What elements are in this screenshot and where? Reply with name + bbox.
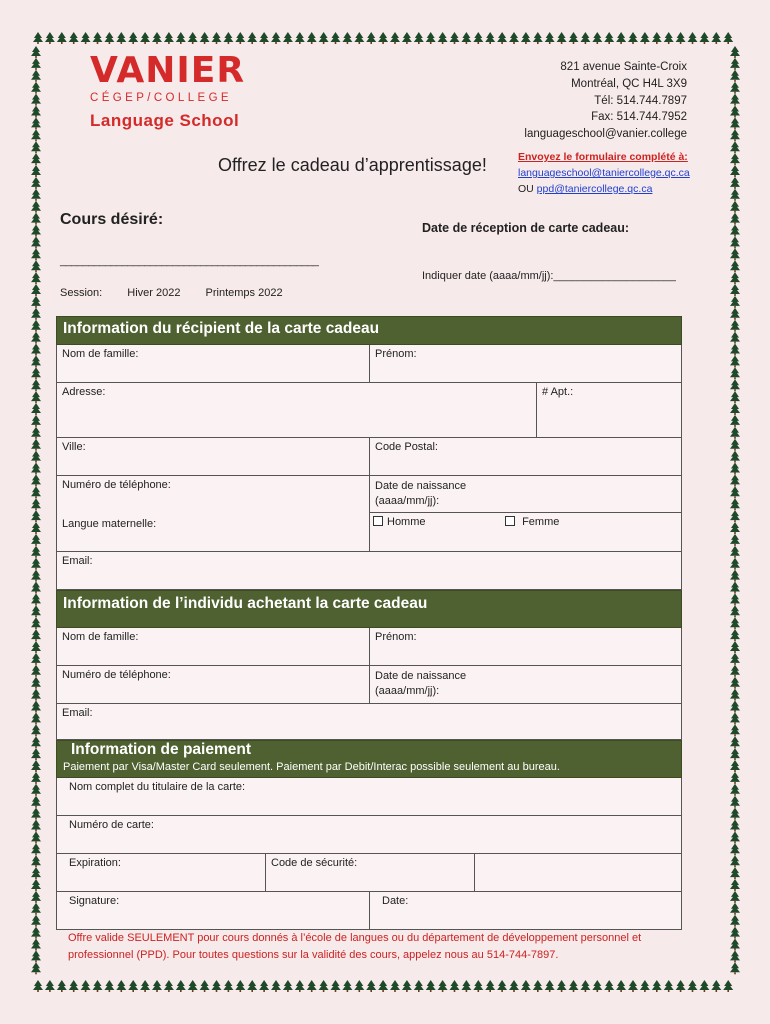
tree-icon [283, 980, 293, 992]
tree-icon [730, 617, 740, 629]
tree-icon [366, 980, 376, 992]
tree-icon [331, 32, 341, 44]
tree-icon [69, 980, 79, 992]
tree-icon [140, 980, 150, 992]
tree-icon [730, 379, 740, 391]
recipient-adresse-field[interactable]: Adresse: [57, 383, 537, 437]
tree-icon [319, 980, 329, 992]
tree-icon [152, 980, 162, 992]
tree-icon [730, 189, 740, 201]
tree-icon [730, 867, 740, 879]
buyer-section [56, 590, 682, 740]
homme-checkbox[interactable] [373, 516, 383, 526]
tree-icon [331, 980, 341, 992]
tree-icon [128, 32, 138, 44]
tree-icon [509, 32, 519, 44]
buyer-nom-field[interactable]: Nom de famille: [57, 628, 370, 665]
buyer-row-name [56, 628, 682, 666]
recipient-gender-row [370, 513, 681, 531]
tree-icon [723, 32, 733, 44]
tree-icon [730, 320, 740, 332]
recipient-row-city [56, 438, 682, 476]
tree-icon [461, 980, 471, 992]
tree-icon [730, 165, 740, 177]
tree-icon [730, 344, 740, 356]
tree-icon [259, 980, 269, 992]
tree-icon [307, 32, 317, 44]
recipient-nom-field[interactable]: Nom de famille: [57, 345, 370, 382]
tree-icon [730, 296, 740, 308]
tree-icon [730, 141, 740, 153]
tree-icon [730, 58, 740, 70]
tree-icon [354, 32, 364, 44]
tree-icon [730, 94, 740, 106]
signature-field[interactable]: Signature: [57, 892, 370, 929]
tree-icon [730, 903, 740, 915]
tree-icon [342, 32, 352, 44]
card-holder-field[interactable]: Nom complet du titulaire de la carte: [69, 781, 246, 793]
tree-icon [473, 32, 483, 44]
tree-icon [223, 32, 233, 44]
tree-icon [295, 980, 305, 992]
tree-icon [730, 701, 740, 713]
tree-icon [730, 629, 740, 641]
reception-date-label: Date de réception de carte cadeau: [422, 221, 630, 235]
expiration-field[interactable]: Expiration: [57, 854, 266, 891]
card-number-field[interactable]: Numéro de carte: [69, 819, 154, 831]
send-or: OU [518, 183, 534, 195]
recipient-row-name [56, 345, 682, 383]
tree-icon [295, 32, 305, 44]
tree-icon [378, 980, 388, 992]
tree-icon [711, 32, 721, 44]
tree-icon [521, 980, 531, 992]
cours-label: Cours désiré: [60, 211, 164, 228]
tree-icon [473, 980, 483, 992]
buyer-prenom-field[interactable]: Prénom: [375, 631, 417, 643]
tree-icon [730, 213, 740, 225]
cours-input-line[interactable]: ______________________________________________ [60, 255, 319, 267]
tree-icon [81, 32, 91, 44]
tree-icon [676, 32, 686, 44]
tree-icon [664, 32, 674, 44]
tree-icon [730, 272, 740, 284]
recipient-dob-field[interactable] [370, 476, 681, 513]
tree-icon [730, 593, 740, 605]
tree-icon [628, 980, 638, 992]
payment-row-signature [56, 892, 682, 930]
tree-icon [188, 980, 198, 992]
tree-icon [730, 665, 740, 677]
session-option-hiver[interactable]: Hiver 2022 [127, 287, 181, 299]
tree-icon [730, 308, 740, 320]
tree-icon [730, 939, 740, 951]
tree-icon [342, 980, 352, 992]
reception-date-input[interactable]: Indiquer date (aaaa/mm/jj):____________________ [422, 270, 676, 282]
tree-icon [116, 32, 126, 44]
tree-icon [557, 980, 567, 992]
tree-icon [378, 32, 388, 44]
recipient-section [56, 316, 682, 590]
tree-icon [730, 225, 740, 237]
send-email-link-2[interactable]: ppd@taniercollege.qc.ca [536, 183, 653, 195]
tree-icon [81, 980, 91, 992]
tree-icon [730, 522, 740, 534]
tree-icon [152, 32, 162, 44]
buyer-dob-format: (aaaa/mm/jj): [375, 685, 440, 697]
payment-row-expiration [56, 854, 682, 892]
tree-icon [730, 46, 740, 58]
tree-icon [354, 980, 364, 992]
tree-icon [699, 980, 709, 992]
tree-icon [652, 32, 662, 44]
tree-icon [699, 32, 709, 44]
tree-icon [730, 463, 740, 475]
buyer-section-title: Information de l’individu achetant la carte cadeau [56, 590, 682, 628]
tree-icon [730, 415, 740, 427]
tree-icon [580, 32, 590, 44]
payment-section-title: Information de paiement [71, 741, 251, 758]
tree-icon [438, 980, 448, 992]
tree-icon [664, 980, 674, 992]
recipient-email-field[interactable]: Email: [62, 555, 93, 567]
tree-icon [730, 915, 740, 927]
logo-subtitle: CÉGEP/COLLEGE [90, 92, 232, 104]
tree-icon [235, 32, 245, 44]
tree-icon [319, 32, 329, 44]
session-option-printemps[interactable]: Printemps 2022 [205, 287, 283, 299]
tree-icon [730, 367, 740, 379]
tree-icon [212, 32, 222, 44]
recipient-dob-cell [370, 476, 681, 551]
tree-icon [730, 689, 740, 701]
tree-icon [730, 950, 740, 962]
tree-icon [730, 605, 740, 617]
recipient-row-email [56, 552, 682, 590]
recipient-tel-field[interactable]: Numéro de téléphone: [62, 479, 171, 491]
tree-icon [730, 177, 740, 189]
tree-icon [57, 980, 67, 992]
tree-icon [730, 439, 740, 451]
tree-icon [128, 980, 138, 992]
tree-icon [259, 32, 269, 44]
tree-icon [730, 451, 740, 463]
tree-icon [533, 980, 543, 992]
payment-section [56, 740, 682, 930]
payment-row-card [56, 816, 682, 854]
tree-icon [730, 582, 740, 594]
tree-icon [730, 427, 740, 439]
tree-icon [450, 32, 460, 44]
gender-femme-option[interactable] [505, 516, 559, 528]
tree-icon [730, 117, 740, 129]
tree-icon [402, 980, 412, 992]
tree-icon [730, 486, 740, 498]
tree-icon [545, 32, 555, 44]
recipient-row-address [56, 383, 682, 438]
tree-icon [730, 677, 740, 689]
security-code-field[interactable]: Code de sécurité: [266, 854, 475, 891]
tree-icon [164, 32, 174, 44]
tree-icon [723, 980, 733, 992]
validity-note: Offre valide SEULEMENT pour cours donnés à l’école de langues ou du département de développement personnel et professionnel (PPD). Pour toutes questions sur la validité des cours, appelez nous au 514-744-7897. [68, 932, 642, 961]
tree-icon [730, 891, 740, 903]
recipient-section-title: Information du récipient de la carte cadeau [56, 316, 682, 345]
tree-icon [676, 980, 686, 992]
payment-note: Paiement par Visa/Master Card seulement. Paiement par Debit/Interac possible seulement au bureau. [63, 761, 560, 773]
address-tel: Tél: 514.744.7897 [594, 94, 687, 107]
tree-icon [485, 32, 495, 44]
tree-icon [652, 980, 662, 992]
tree-icon [730, 772, 740, 784]
tree-icon [604, 980, 614, 992]
tree-icon [730, 820, 740, 832]
tree-icon [200, 32, 210, 44]
tree-icon [497, 32, 507, 44]
tree-icon [730, 546, 740, 558]
tree-icon [604, 32, 614, 44]
tree-icon [497, 980, 507, 992]
tree-icon [580, 980, 590, 992]
tree-icon [730, 784, 740, 796]
tree-icon [730, 748, 740, 760]
vanier-logo [90, 50, 260, 131]
tree-icon [569, 980, 579, 992]
tree-icon [730, 260, 740, 272]
tree-icon [730, 736, 740, 748]
tree-icon [730, 355, 740, 367]
tree-icon [569, 32, 579, 44]
payment-section-header [56, 740, 682, 778]
tree-icon [730, 534, 740, 546]
recipient-phone-cell [57, 476, 370, 551]
tree-icon [592, 980, 602, 992]
tree-icon [271, 980, 281, 992]
tree-icon [730, 474, 740, 486]
logo-wordmark: VANIER [90, 50, 246, 91]
tree-icon [57, 32, 67, 44]
address-email: languageschool@vanier.college [524, 128, 687, 141]
tree-icon [176, 980, 186, 992]
session-label: Session: [60, 287, 103, 299]
tree-icon [730, 879, 740, 891]
tree-icon [104, 980, 114, 992]
tree-icon [461, 32, 471, 44]
recipient-apt-field[interactable]: # Apt.: [542, 386, 574, 398]
femme-checkbox[interactable] [505, 516, 515, 526]
tree-icon [414, 980, 424, 992]
tree-icon [521, 32, 531, 44]
tree-icon [730, 391, 740, 403]
tree-icon [176, 32, 186, 44]
tree-icon [426, 32, 436, 44]
tree-icon [485, 980, 495, 992]
tree-icon [450, 980, 460, 992]
tree-icon [592, 32, 602, 44]
tree-icon [45, 980, 55, 992]
tree-icon [69, 32, 79, 44]
tree-icon [730, 403, 740, 415]
buyer-email-field[interactable]: Email: [62, 707, 93, 719]
tree-icon [509, 980, 519, 992]
tree-icon [640, 32, 650, 44]
tree-icon [164, 980, 174, 992]
tree-icon [730, 712, 740, 724]
tree-icon [247, 32, 257, 44]
homme-label: Homme [387, 516, 426, 528]
tree-icon [730, 129, 740, 141]
tree-icon [545, 980, 555, 992]
tree-icon [730, 82, 740, 94]
femme-label: Femme [522, 516, 560, 528]
tree-icon [104, 32, 114, 44]
tree-icon [730, 236, 740, 248]
payment-row-holder [56, 778, 682, 816]
address-street: 821 avenue Sainte-Croix [560, 61, 687, 73]
tree-icon [45, 32, 55, 44]
page-title: Offrez le cadeau d’apprentissage! [218, 155, 487, 175]
tree-icon [628, 32, 638, 44]
tree-icon [730, 855, 740, 867]
tree-icon [640, 980, 650, 992]
tree-icon [730, 653, 740, 665]
recipient-postal-field[interactable]: Code Postal: [375, 441, 438, 453]
tree-icon [283, 32, 293, 44]
tree-icon [533, 32, 543, 44]
form-page [40, 45, 730, 980]
tree-icon [116, 980, 126, 992]
tree-icon [235, 980, 245, 992]
tree-icon [711, 980, 721, 992]
tree-icon [730, 796, 740, 808]
tree-icon [730, 201, 740, 213]
tree-icon [402, 32, 412, 44]
tree-icon [730, 808, 740, 820]
recipient-ville-field[interactable]: Ville: [57, 438, 370, 475]
tree-icon [33, 980, 43, 992]
tree-icon [93, 32, 103, 44]
tree-icon [730, 927, 740, 939]
tree-icon [200, 980, 210, 992]
tree-icon [557, 32, 567, 44]
buyer-row-email [56, 704, 682, 740]
tree-icon [730, 558, 740, 570]
buyer-dob-label: Date de naissance [375, 670, 467, 682]
tree-icon [33, 32, 43, 44]
payment-blank-field [475, 854, 681, 891]
tree-icon [426, 980, 436, 992]
school-address [524, 59, 687, 143]
send-email-link-1[interactable]: languageschool@taniercollege.qc.ca [518, 167, 690, 179]
tree-icon [307, 980, 317, 992]
tree-icon [730, 332, 740, 344]
tree-icon [247, 980, 257, 992]
tree-icon [616, 980, 626, 992]
tree-icon [730, 843, 740, 855]
recipient-prenom-field[interactable]: Prénom: [375, 348, 417, 360]
address-fax: Fax: 514.744.7952 [591, 111, 687, 124]
tree-icon [688, 980, 698, 992]
recipient-row-phone [56, 476, 682, 552]
buyer-dob-field[interactable] [370, 666, 681, 703]
tree-icon [223, 980, 233, 992]
payment-date-field[interactable]: Date: [382, 895, 409, 907]
tree-icon [366, 32, 376, 44]
buyer-row-phone [56, 666, 682, 704]
tree-icon [730, 284, 740, 296]
buyer-tel-field[interactable]: Numéro de téléphone: [57, 666, 370, 703]
tree-icon [730, 510, 740, 522]
tree-icon [730, 760, 740, 772]
gender-homme-option[interactable] [373, 516, 505, 528]
tree-icon [688, 32, 698, 44]
tree-icon [730, 570, 740, 582]
recipient-langue-field[interactable]: Langue maternelle: [62, 518, 157, 530]
tree-icon [730, 153, 740, 165]
tree-icon [730, 248, 740, 260]
tree-icon [438, 32, 448, 44]
send-title: Envoyez le formulaire complété à: [518, 151, 688, 163]
session-row [60, 287, 305, 299]
tree-icon [390, 32, 400, 44]
tree-icon [414, 32, 424, 44]
tree-icon [730, 498, 740, 510]
tree-icon [730, 70, 740, 82]
tree-icon [188, 32, 198, 44]
tree-icon [140, 32, 150, 44]
recipient-dob-label: Date de naissance [375, 480, 467, 492]
recipient-dob-format: (aaaa/mm/jj): [375, 495, 440, 507]
tree-icon [730, 962, 740, 974]
tree-icon [93, 980, 103, 992]
tree-icon [730, 641, 740, 653]
tree-icon [212, 980, 222, 992]
tree-icon [271, 32, 281, 44]
tree-icon [730, 106, 740, 118]
tree-icon [616, 32, 626, 44]
logo-school-name: Language School [90, 111, 240, 130]
send-instructions [518, 149, 690, 197]
tree-icon [390, 980, 400, 992]
address-city: Montréal, QC H4L 3X9 [571, 77, 687, 90]
tree-icon [730, 831, 740, 843]
tree-icon [730, 724, 740, 736]
